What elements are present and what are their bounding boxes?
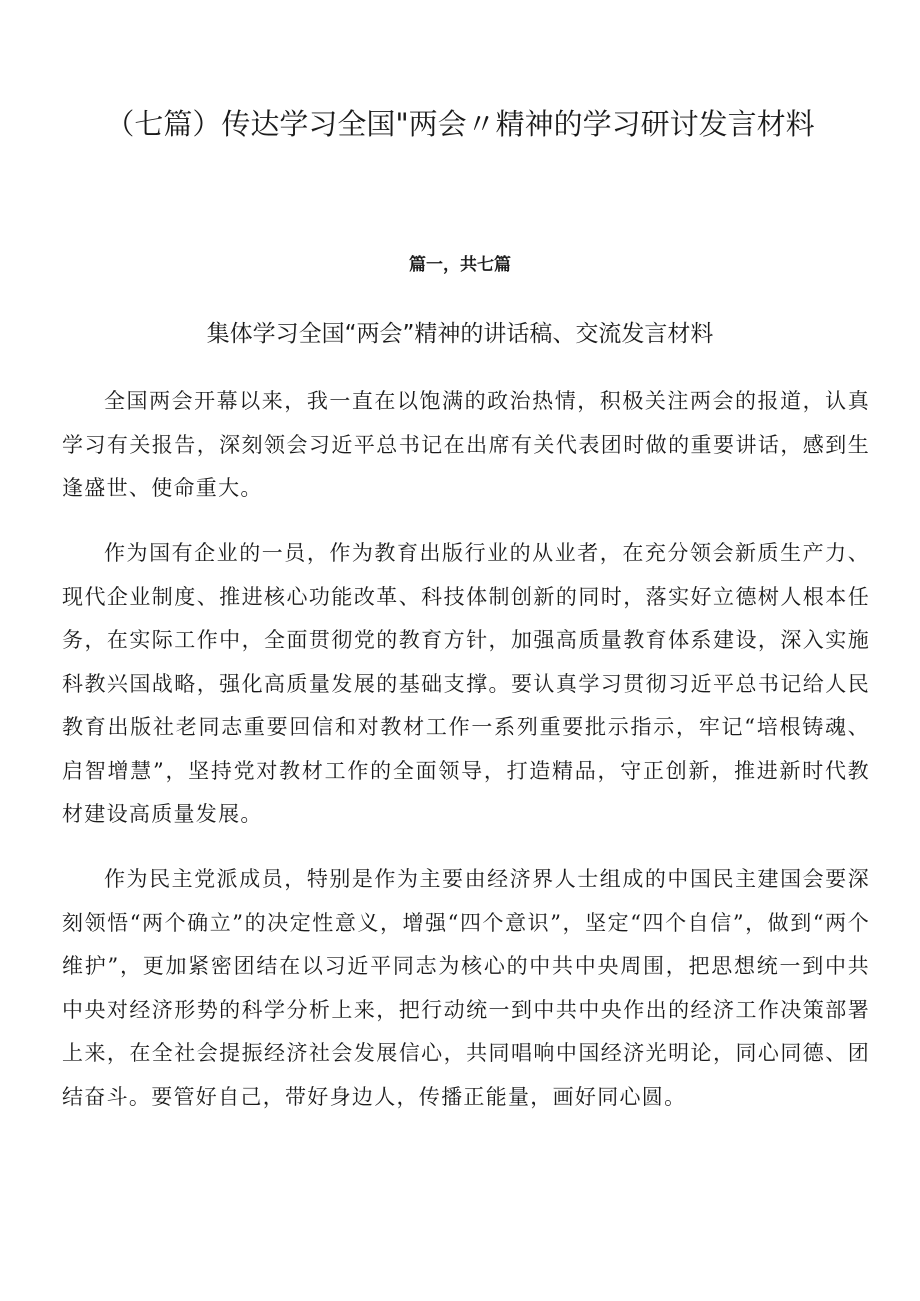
paragraph-1: 全国两会开幕以来，我一直在以饱满的政治热情，积极关注两会的报道，认真学习有关报告，深刻领会习近平总书记在出席有关代表团时做的重要讲话，感到生逢盛世、使命重大。	[62, 389, 870, 500]
paragraph-2: 作为国有企业的一员，作为教育出版行业的从业者，在充分领会新质生产力、现代企业制度、推进核心功能改革、科技体制创新的同时，落实好立德树人根本任务，在实际工作中，全面贯彻党的教育方针，加强高质量教育体系建设，深入实施科教兴国战略，强化高质量发展的基础支撑。要认真学习贯彻习近平总书记给人民教育出版社老同志重要回信和对教材工作一系列重要批示指示，牢记“培根铸魂、启智增慧”，坚持党对教材工作的全面领导，打造精品，守正创新，推进新时代教材建设高质量发展。	[62, 541, 870, 826]
section-title: 集体学习全国“两会”精神的讲话稿、交流发言材料	[206, 321, 714, 347]
part-label: 篇一，共七篇	[409, 255, 511, 275]
paragraph-3: 作为民主党派成员，特别是作为主要由经济界人士组成的中国民主建国会要深刻领悟“两个确立”的决定性意义，增强“四个意识”，坚定“四个自信”，做到“两个维护”，更加紧密团结在以习近平同志为核心的中共中央周围，把思想统一到中共中央对经济形势的科学分析上来，把行动统一到中共中央作出的经济工作决策部署上来，在全社会提振经济社会发展信心，共同唱响中国经济光明论，同心同德、团结奋斗。要管好自己，带好身边人，传播正能量，画好同心圆。	[62, 867, 870, 1109]
document-title: （七篇）传达学习全国"两会〃精神的学习研讨发言材料	[105, 107, 815, 141]
